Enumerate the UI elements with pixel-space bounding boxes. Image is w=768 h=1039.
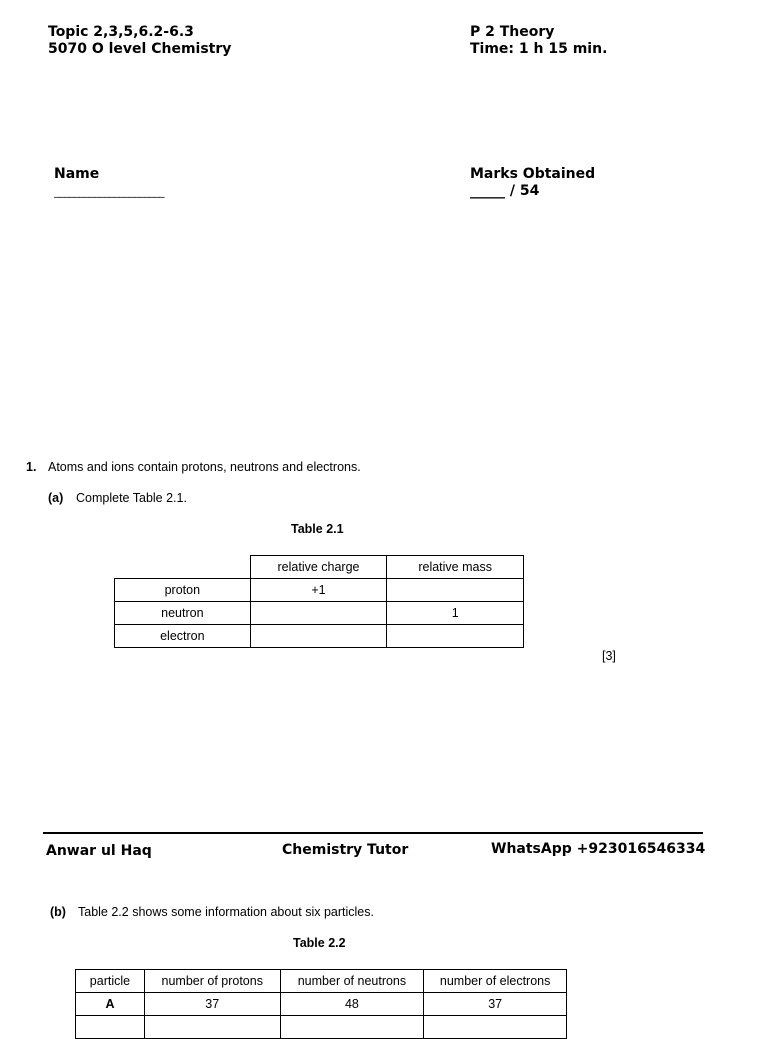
- table-header-cell: number of electrons: [424, 970, 567, 993]
- marks-label: Marks Obtained: [470, 166, 596, 182]
- answer-cell[interactable]: [250, 602, 387, 625]
- table-header-cell: relative charge: [250, 556, 387, 579]
- name-block: [54, 166, 164, 200]
- table-cell: [280, 1016, 424, 1039]
- answer-cell[interactable]: [387, 579, 524, 602]
- table-cell: [144, 1016, 280, 1039]
- part-a-text: Complete Table 2.1.: [76, 491, 187, 505]
- table-row: [76, 993, 567, 1016]
- name-line[interactable]: ______________________: [54, 185, 164, 198]
- part-a-marks: [3]: [602, 649, 616, 663]
- table-row-label: A: [76, 993, 145, 1016]
- part-b-label: (b): [50, 905, 66, 919]
- paper-text: P 2 Theory: [470, 24, 555, 40]
- table-row: [115, 556, 524, 579]
- table-cell: 37: [144, 993, 280, 1016]
- table-cell: [76, 1016, 145, 1039]
- table-row-label: electron: [115, 625, 251, 648]
- footer-contact: WhatsApp +923016546334: [491, 841, 706, 857]
- table-row: [76, 1016, 567, 1039]
- table-row: [76, 970, 567, 993]
- marks-block: [470, 166, 595, 200]
- table-header-cell: number of neutrons: [280, 970, 424, 993]
- table-header-cell: relative mass: [387, 556, 524, 579]
- course-text: 5070 O level Chemistry: [48, 41, 232, 57]
- question-number: 1.: [26, 460, 37, 474]
- table-cell: +1: [250, 579, 387, 602]
- table-header-cell: particle: [76, 970, 145, 993]
- table-cell: [424, 1016, 567, 1039]
- footer-role: Chemistry Tutor: [282, 842, 409, 858]
- table-row-label: proton: [115, 579, 251, 602]
- time-text: Time: 1 h 15 min.: [470, 41, 608, 57]
- table-2-2-title: Table 2.2: [293, 936, 346, 950]
- table-cell: 1: [387, 602, 524, 625]
- footer-author: Anwar ul Haq: [46, 843, 152, 859]
- topic-text: Topic 2,3,5,6.2-6.3: [48, 24, 194, 40]
- table-row: [115, 625, 524, 648]
- answer-cell[interactable]: [250, 625, 387, 648]
- table-row: [115, 602, 524, 625]
- part-b-text: Table 2.2 shows some information about six particles.: [78, 905, 374, 919]
- part-a-label: (a): [48, 491, 64, 505]
- table-header-cell: number of protons: [144, 970, 280, 993]
- table-cell: [115, 556, 251, 579]
- table-cell: 48: [280, 993, 424, 1016]
- header-left: [48, 24, 231, 58]
- header-right: [470, 24, 607, 58]
- table-row-label: neutron: [115, 602, 251, 625]
- name-label: Name: [54, 166, 100, 182]
- table-2-1-title: Table 2.1: [291, 522, 344, 536]
- table-2-1: [114, 555, 524, 648]
- table-cell: 37: [424, 993, 567, 1016]
- table-2-2: [75, 969, 567, 1039]
- question-stem: Atoms and ions contain protons, neutrons and electrons.: [48, 460, 361, 474]
- table-row: [115, 579, 524, 602]
- marks-value[interactable]: _____ / 54: [470, 183, 540, 199]
- answer-cell[interactable]: [387, 625, 524, 648]
- footer-divider: [43, 832, 703, 834]
